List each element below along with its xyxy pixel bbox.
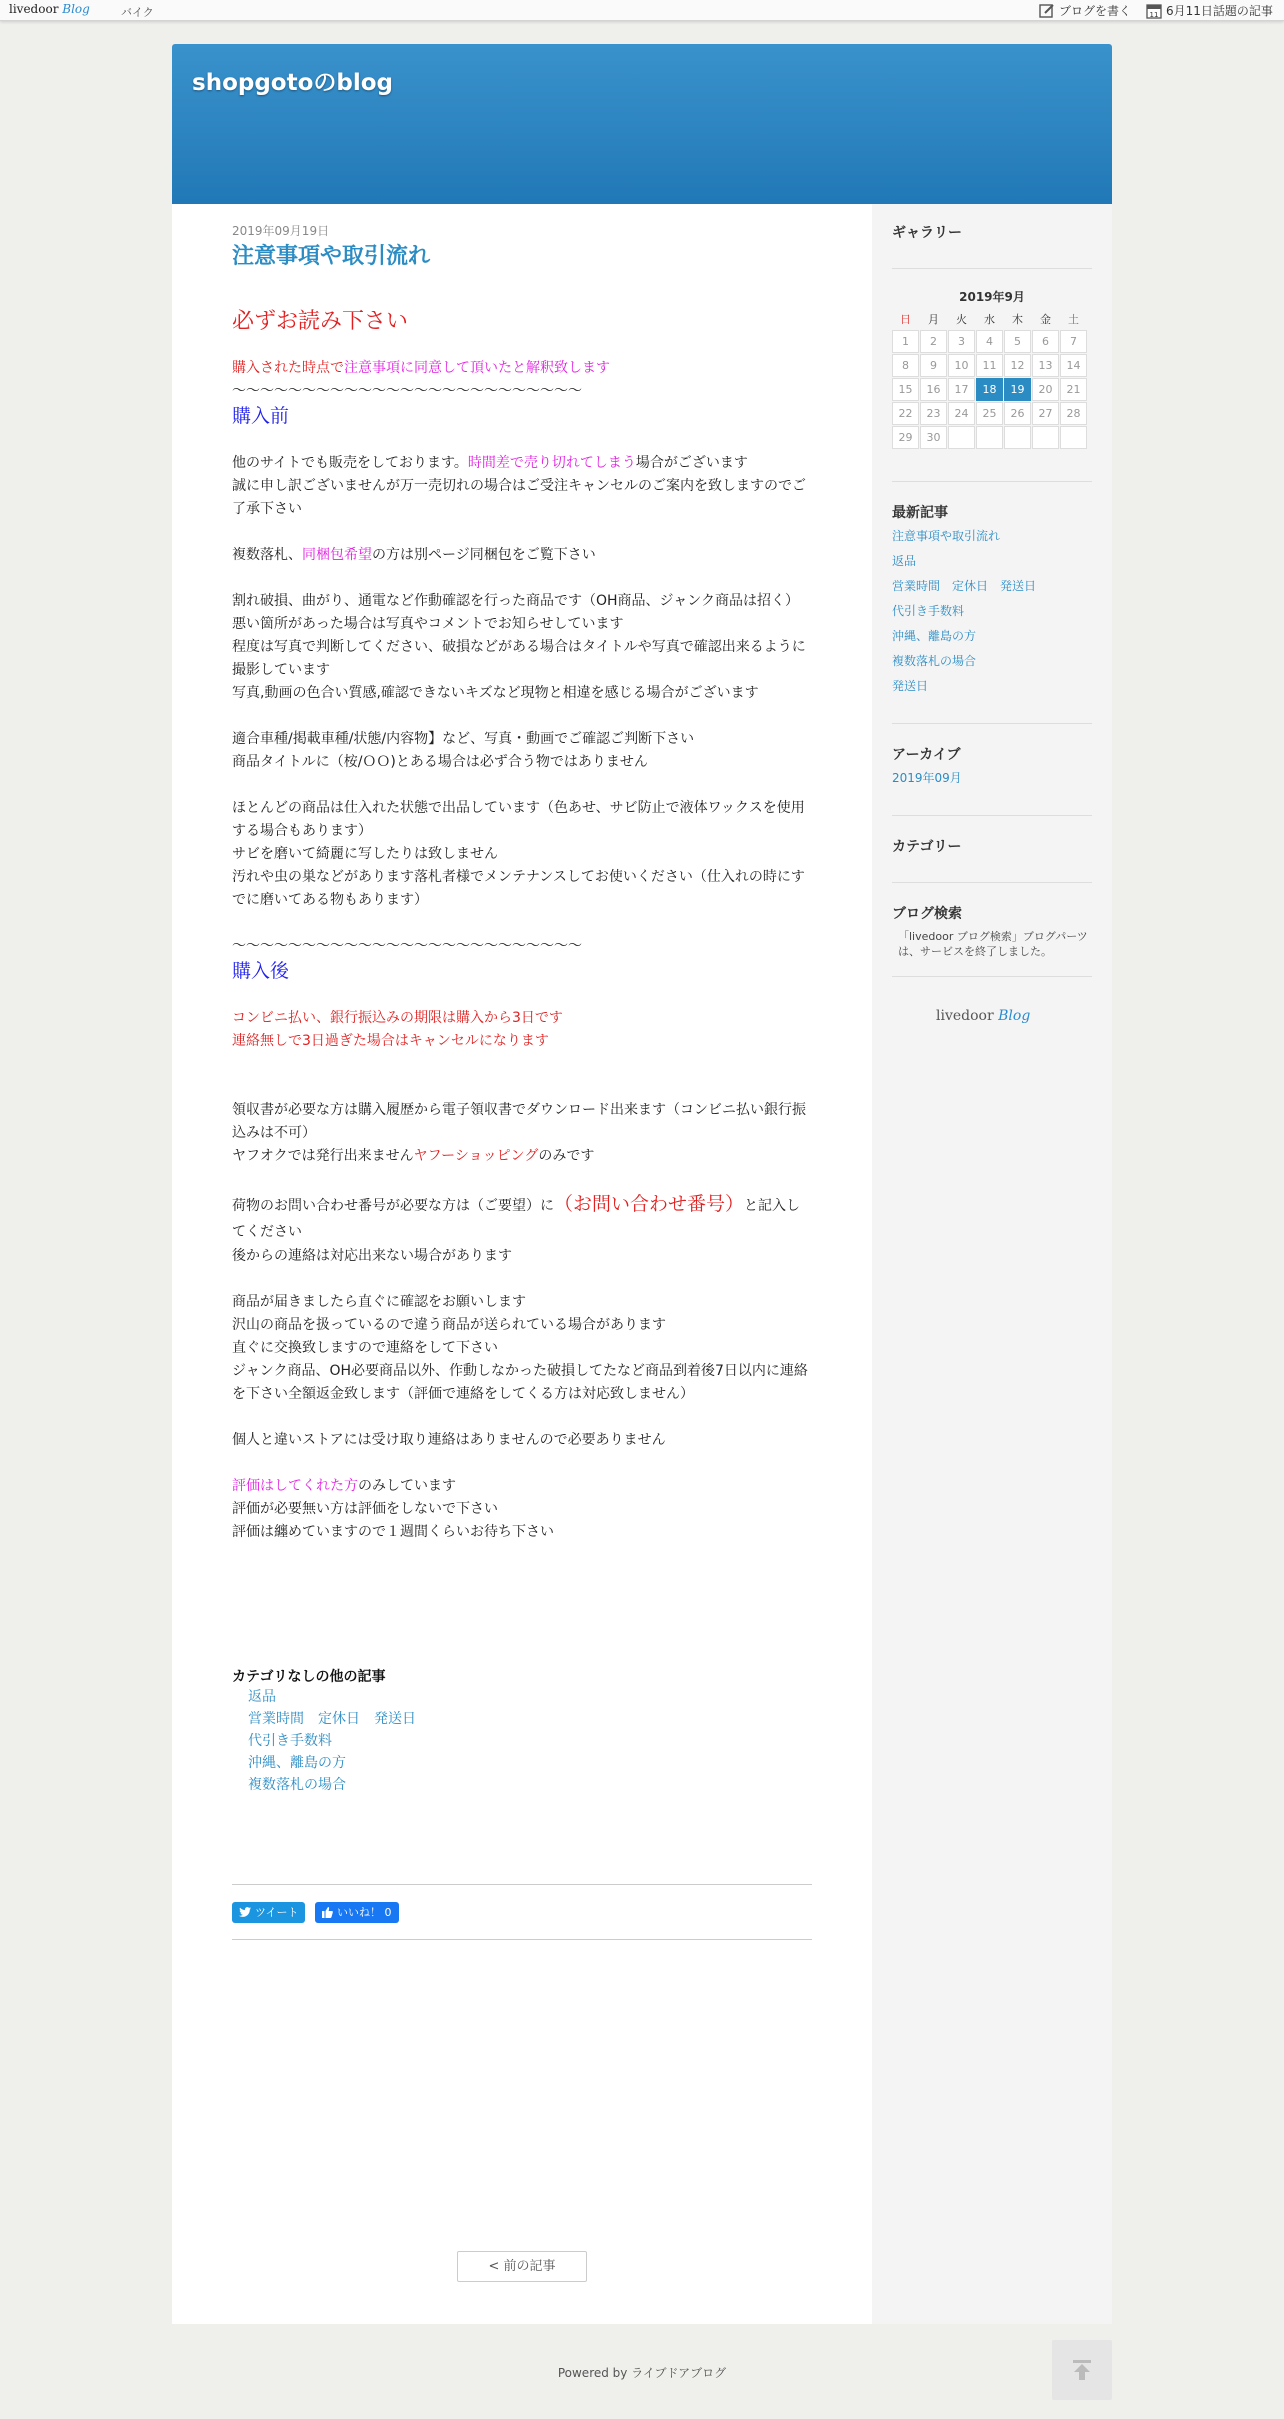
calendar-day: 9 (920, 354, 947, 377)
category-heading: カテゴリー (892, 839, 962, 855)
other-article-link[interactable]: 沖縄、離島の方 (248, 1755, 346, 1771)
livedoor-blog-logo[interactable] (9, 2, 90, 16)
category-link[interactable]: バイク (121, 6, 154, 19)
weekday-label: 木 (1012, 313, 1023, 326)
weekday-label: 土 (1068, 313, 1079, 326)
recent-article-link[interactable]: 注意事項や取引流れ (892, 529, 1001, 543)
paragraph: 直ぐに交換致しますので連絡をして下さい (232, 1340, 498, 1356)
share-bar (232, 1884, 812, 1940)
paragraph: 他のサイトでも販売をしております。時間差で売り切れてしまう場合がございます (232, 455, 748, 471)
other-articles (232, 1666, 792, 1796)
divider (892, 723, 1092, 724)
top-bar (0, 0, 1284, 21)
before-heading: 購入前 (232, 405, 290, 427)
paragraph: 後からの連絡は対応出来ない場合があります (232, 1248, 512, 1264)
gallery-heading: ギャラリー (892, 225, 962, 241)
article (232, 222, 812, 1544)
calendar-day-link[interactable]: 19 (1004, 378, 1031, 401)
weekday-label: 火 (956, 313, 967, 326)
arrow-up-icon (1070, 2358, 1094, 2382)
main-content (172, 204, 872, 2324)
calendar-day: 3 (948, 330, 975, 353)
after-heading: 購入後 (232, 960, 290, 982)
paragraph: 荷物のお問い合わせ番号が必要な方は（ご要望）に（お問い合わせ番号）と記入してください (232, 1193, 801, 1240)
weekday-label: 月 (928, 313, 939, 326)
calendar (892, 288, 1092, 449)
weekday-label: 水 (984, 313, 995, 326)
calendar-day: 8 (892, 354, 919, 377)
calendar-grid (892, 311, 1092, 449)
footer-logo-blog-text: Blog (998, 1008, 1031, 1024)
recent-article-link[interactable]: 営業時間 定休日 発送日 (892, 579, 1037, 593)
calendar-day: 4 (976, 330, 1003, 353)
paragraph: 評価は纏めていますので１週間くらいお待ち下さい (232, 1524, 554, 1540)
article-date: 2019年09月19日 (232, 224, 330, 238)
paragraph: 程度は写真で判断してください、破損などがある場合はタイトルや写真で確認出来るように撮影しています (232, 639, 806, 678)
agree-line: 購入された時点で注意事項に同意して頂いたと解釈致します (232, 360, 610, 376)
divider (892, 481, 1092, 482)
calendar-day: 29 (892, 426, 919, 449)
calendar-title: 2019年9月 (959, 290, 1025, 304)
archive-heading: アーカイブ (892, 747, 961, 763)
divider (892, 882, 1092, 883)
paragraph: 割れ破損、曲がり、通電など作動確認を行った商品です（OH商品、ジャンク商品は招く） (232, 593, 799, 609)
calendar-day-empty (1004, 426, 1031, 449)
prev-article-button[interactable]: < 前の記事 (457, 2251, 587, 2282)
calendar-day: 22 (892, 402, 919, 425)
paragraph: 個人と違いストアには受け取り連絡はありませんので必要ありません (232, 1432, 666, 1448)
other-article-link[interactable]: 複数落札の場合 (248, 1777, 346, 1793)
paragraph: 評価が必要無い方は評価をしないで下さい (232, 1501, 498, 1517)
footer-logo-text: livedoor (936, 1008, 994, 1024)
svg-text:11: 11 (1149, 10, 1159, 19)
archive-link[interactable]: 2019年09月 (892, 771, 962, 785)
logo-text: livedoor (9, 2, 59, 16)
calendar-day: 25 (976, 402, 1003, 425)
calendar-day-empty (948, 426, 975, 449)
calendar-day: 1 (892, 330, 919, 353)
paragraph: 悪い箇所があった場合は写真やコメントでお知らせしています (232, 616, 624, 632)
separator-tilde: ～～～～～～～～～～～～～～～～～～～～～～～～～ (232, 383, 582, 399)
calendar-day: 15 (892, 378, 919, 401)
blog-title[interactable]: shopgotoのblog (192, 70, 394, 96)
recent-article-link[interactable]: 返品 (892, 554, 917, 568)
search-notice: 「livedoor ブログ検索」ブログパーツは、サービスを終了しました。 (898, 930, 1088, 958)
like-button[interactable] (315, 1902, 399, 1923)
weekday-label: 日 (900, 313, 911, 326)
paragraph: 評価はしてくれた方のみしています (232, 1478, 456, 1494)
topic-articles-link[interactable] (1146, 2, 1273, 19)
logo-blog-text: Blog (62, 2, 90, 16)
pencil-icon (1039, 3, 1055, 19)
calendar-day: 2 (920, 330, 947, 353)
calendar-icon (1146, 3, 1162, 19)
powered-link[interactable]: ライブドアブログ (631, 2366, 727, 2380)
write-blog-label: ブログを書く (1059, 4, 1132, 18)
paragraph: ジャンク商品、OH必要商品以外、作動しなかった破損してたなど商品到着後7日以内に連絡を下さい全額返金致します（評価で連絡をしてくる方は対応致しません） (232, 1363, 808, 1402)
calendar-day: 23 (920, 402, 947, 425)
paragraph: ヤフオクでは発行出来ませんヤフーショッピングのみです (232, 1148, 595, 1164)
blog-header (172, 44, 1112, 204)
article-body (232, 307, 812, 1544)
other-article-link[interactable]: 返品 (248, 1689, 276, 1705)
calendar-day: 28 (1060, 402, 1087, 425)
other-article-link[interactable]: 営業時間 定休日 発送日 (248, 1711, 416, 1727)
paragraph: 沢山の商品を扱っているので違う商品が送られている場合があります (232, 1317, 666, 1333)
back-to-top-button[interactable] (1052, 2340, 1112, 2400)
calendar-day: 7 (1060, 330, 1087, 353)
paragraph: 領収書が必要な方は購入履歴から電子領収書でダウンロード出来ます（コンビニ払い銀行振込みは不可） (232, 1102, 806, 1141)
read-heading: 必ずお読み下さい (232, 309, 409, 334)
other-article-link[interactable]: 代引き手数料 (248, 1733, 332, 1749)
tweet-label: ツイート (255, 1906, 299, 1919)
calendar-day: 16 (920, 378, 947, 401)
recent-article-link[interactable]: 代引き手数料 (892, 604, 965, 618)
calendar-day: 26 (1004, 402, 1031, 425)
calendar-day: 5 (1004, 330, 1031, 353)
powered-prefix: Powered by (557, 2366, 632, 2380)
write-blog-link[interactable] (1039, 2, 1131, 19)
paragraph: サビを磨いて綺麗に写したりは致しません (232, 846, 498, 862)
like-label: いいね！ 0 (337, 1906, 392, 1919)
calendar-day: 11 (976, 354, 1003, 377)
calendar-day-empty (1060, 426, 1087, 449)
recent-articles (892, 502, 1092, 699)
calendar-day: 6 (1032, 330, 1059, 353)
paragraph: 商品タイトルに（桉/ＯＯ)とある場合は必ず合う物ではありません (232, 754, 648, 770)
divider (892, 976, 1092, 977)
paragraph: 誠に申し訳ございませんが万一売切れの場合はご受注キャンセルのご案内を致しますのでご了承下さい (232, 478, 806, 517)
calendar-day: 14 (1060, 354, 1087, 377)
calendar-day: 13 (1032, 354, 1059, 377)
paragraph: 汚れや虫の巣などがあります落札者様でメンテナンスしてお使いください（仕入れの時にすでに磨いてある物もあります） (232, 869, 805, 908)
divider (892, 268, 1092, 269)
calendar-day-empty (1032, 426, 1059, 449)
calendar-day: 17 (948, 378, 975, 401)
other-articles-heading: カテゴリなしの他の記事 (232, 1669, 386, 1685)
calendar-day: 30 (920, 426, 947, 449)
thumbs-up-icon (322, 1907, 333, 1918)
recent-heading: 最新記事 (892, 505, 948, 521)
payment-line: コンビニ払い、銀行振込みの期限は購入から3日です (232, 1010, 563, 1026)
livedoor-blog-footer-logo[interactable] (936, 1008, 1030, 1024)
recent-article-link[interactable]: 発送日 (892, 679, 929, 693)
calendar-day: 10 (948, 354, 975, 377)
paragraph: 商品が届きましたら直ぐに確認をお願いします (232, 1294, 526, 1310)
archive (892, 744, 1092, 791)
tweet-button[interactable] (232, 1902, 305, 1923)
sidebar (872, 204, 1112, 2324)
article-title[interactable]: 注意事項や取引流れ (232, 244, 431, 269)
divider (892, 815, 1092, 816)
calendar-day-empty (976, 426, 1003, 449)
blog-search (892, 903, 1092, 959)
payment-line: 連絡無しで3日過ぎた場合はキャンセルになります (232, 1033, 549, 1049)
calendar-day: 20 (1032, 378, 1059, 401)
paragraph: ほとんどの商品は仕入れた状態で出品しています（色あせ、サビ防止で液体ワックスを使用する場合もあります） (232, 800, 805, 839)
calendar-day: 21 (1060, 378, 1087, 401)
recent-article-link[interactable]: 複数落札の場合 (892, 654, 977, 668)
calendar-day: 24 (948, 402, 975, 425)
twitter-bird-icon (239, 1907, 251, 1918)
paragraph: 適合車種/掲載車種/状態/内容物】など、写真・動画でご確認ご判断下さい (232, 731, 695, 747)
topic-articles-label: 6月11日話題の記事 (1166, 4, 1273, 18)
recent-article-link[interactable]: 沖縄、離島の方 (892, 629, 977, 643)
paragraph: 写真,動画の色合い質感,確認できないキズなど現物と相違を感じる場合がございます (232, 685, 759, 701)
weekday-label: 金 (1040, 313, 1051, 326)
calendar-day: 12 (1004, 354, 1031, 377)
calendar-day: 27 (1032, 402, 1059, 425)
separator-tilde: ～～～～～～～～～～～～～～～～～～～～～～～～～ (232, 938, 582, 954)
paragraph: 複数落札、同梱包希望の方は別ページ同梱包をご覧下さい (232, 547, 596, 563)
search-heading: ブログ検索 (892, 906, 962, 922)
calendar-day-link[interactable]: 18 (976, 378, 1003, 401)
